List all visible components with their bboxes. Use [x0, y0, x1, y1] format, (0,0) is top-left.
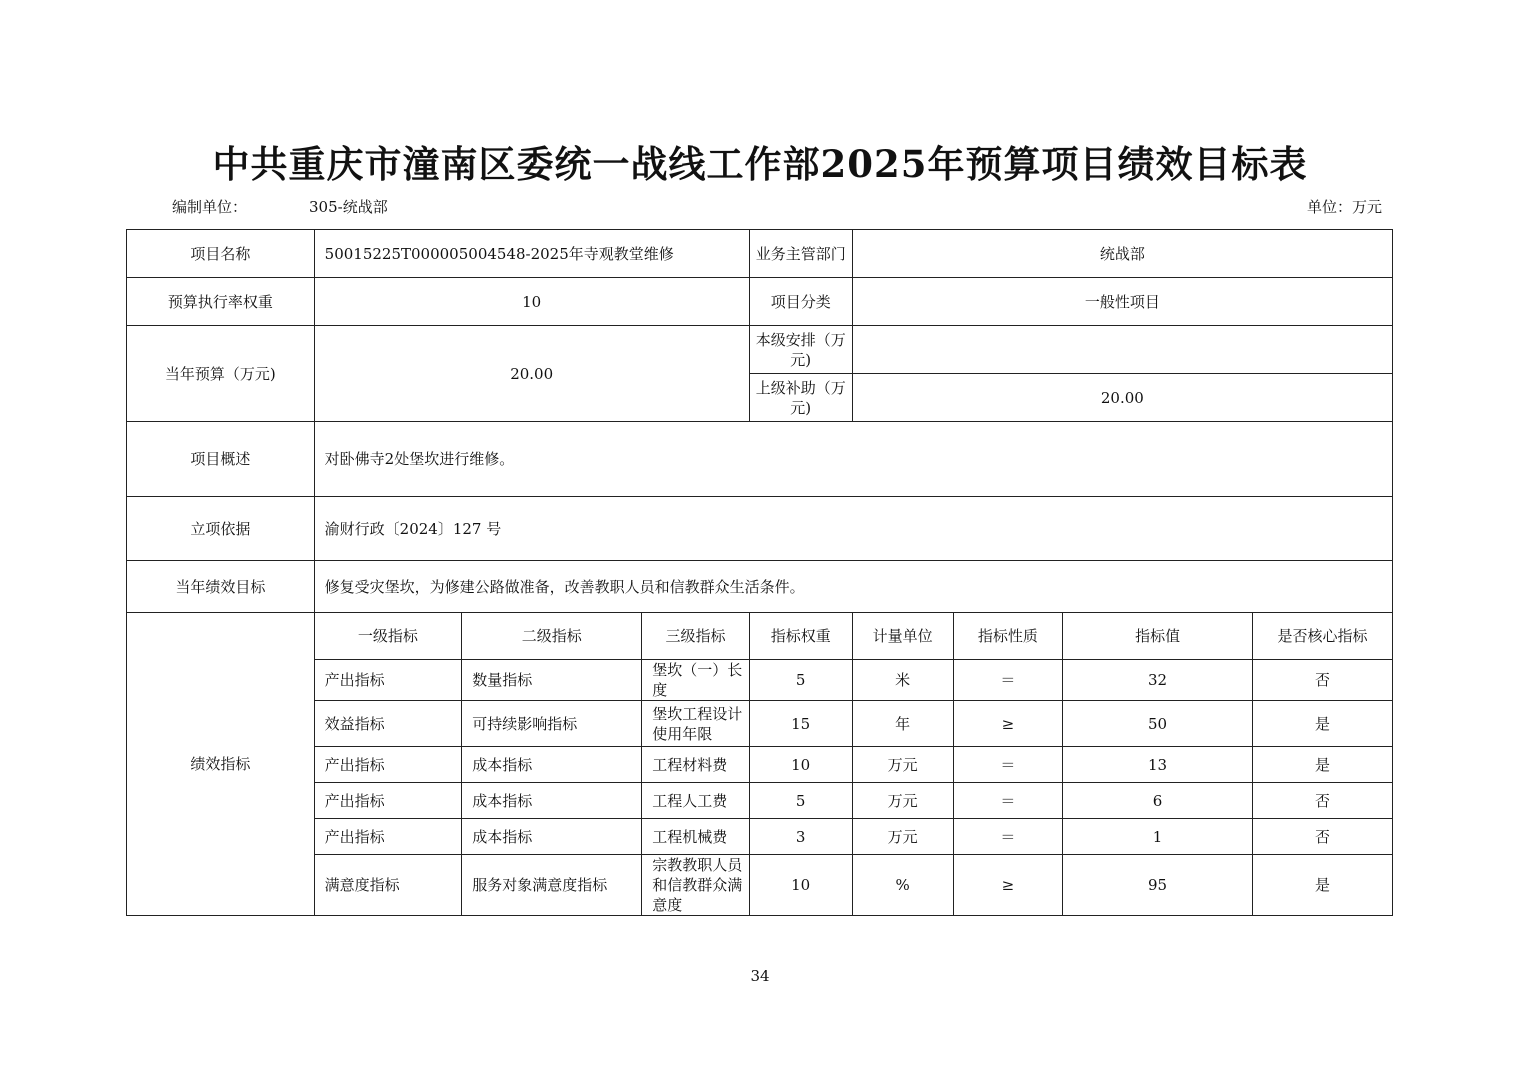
- row-goal: [127, 561, 1393, 613]
- compiling-unit-value: 305-统战部: [309, 198, 388, 216]
- category-label: 项目分类: [749, 278, 852, 326]
- nature-cell: ＝: [953, 660, 1063, 701]
- table-row: [127, 819, 1393, 855]
- nature-cell: ＝: [953, 783, 1063, 819]
- header-level2: 二级指标: [462, 613, 642, 660]
- core-cell: 是: [1252, 747, 1392, 783]
- table-row: [127, 701, 1393, 747]
- unit-cell: 万元: [852, 783, 953, 819]
- performance-table: [126, 229, 1393, 916]
- value-cell: 32: [1063, 660, 1253, 701]
- header-unit: 计量单位: [852, 613, 953, 660]
- level3-cell: 堡坎工程设计使用年限: [642, 701, 749, 747]
- dept-label: 业务主管部门: [749, 230, 852, 278]
- core-cell: 是: [1252, 855, 1392, 916]
- budget-label: 当年预算（万元): [127, 326, 315, 422]
- weight-cell: 10: [749, 747, 852, 783]
- unit-cell: 万元: [852, 747, 953, 783]
- value-cell: 95: [1063, 855, 1253, 916]
- unit-cell: 米: [852, 660, 953, 701]
- upper-label: 上级补助（万元): [749, 374, 852, 422]
- weight-cell: 5: [749, 660, 852, 701]
- weight-cell: 10: [749, 855, 852, 916]
- budget-value: 20.00: [314, 326, 749, 422]
- local-label: 本级安排（万元): [749, 326, 852, 374]
- weight-value: 10: [314, 278, 749, 326]
- nature-cell: ≥: [953, 855, 1063, 916]
- value-cell: 50: [1063, 701, 1253, 747]
- dept-value: 统战部: [852, 230, 1392, 278]
- level3-cell: 堡坎（一）长度: [642, 660, 749, 701]
- core-cell: 否: [1252, 783, 1392, 819]
- project-name-label: 项目名称: [127, 230, 315, 278]
- unit-cell: 年: [852, 701, 953, 747]
- level1-cell: 产出指标: [314, 747, 462, 783]
- header-level3: 三级指标: [642, 613, 749, 660]
- level2-cell: 可持续影响指标: [462, 701, 642, 747]
- row-basis: [127, 497, 1393, 561]
- local-value: [852, 326, 1392, 374]
- core-cell: 是: [1252, 701, 1392, 747]
- summary-label: 项目概述: [127, 422, 315, 497]
- level2-cell: 成本指标: [462, 819, 642, 855]
- core-cell: 否: [1252, 819, 1392, 855]
- nature-cell: ＝: [953, 819, 1063, 855]
- basis-label: 立项依据: [127, 497, 315, 561]
- weight-cell: 3: [749, 819, 852, 855]
- compiling-unit-label: 编制单位：: [172, 198, 248, 216]
- value-cell: 13: [1063, 747, 1253, 783]
- page-number: 34: [750, 967, 770, 985]
- weight-cell: 5: [749, 783, 852, 819]
- row-summary: [127, 422, 1393, 497]
- value-cell: 1: [1063, 819, 1253, 855]
- level1-cell: 满意度指标: [314, 855, 462, 916]
- category-value: 一般性项目: [852, 278, 1392, 326]
- level1-cell: 效益指标: [314, 701, 462, 747]
- goal-label: 当年绩效目标: [127, 561, 315, 613]
- level1-cell: 产出指标: [314, 660, 462, 701]
- header-nature: 指标性质: [953, 613, 1063, 660]
- header-level1: 一级指标: [314, 613, 462, 660]
- row-project-name: [127, 230, 1393, 278]
- unit-cell: %: [852, 855, 953, 916]
- nature-cell: ≥: [953, 701, 1063, 747]
- level2-cell: 成本指标: [462, 783, 642, 819]
- weight-label: 预算执行率权重: [127, 278, 315, 326]
- level2-cell: 成本指标: [462, 747, 642, 783]
- core-cell: 否: [1252, 660, 1392, 701]
- table-row: [127, 783, 1393, 819]
- project-name-value: 50015225T000005004548-2025年寺观教堂维修: [314, 230, 749, 278]
- table-row: [127, 747, 1393, 783]
- value-cell: 6: [1063, 783, 1253, 819]
- weight-cell: 15: [749, 701, 852, 747]
- level3-cell: 工程人工费: [642, 783, 749, 819]
- level2-cell: 服务对象满意度指标: [462, 855, 642, 916]
- level3-cell: 宗教教职人员和信教群众满意度: [642, 855, 749, 916]
- header-value: 指标值: [1063, 613, 1253, 660]
- page-title: 中共重庆市潼南区委统一战线工作部2025年预算项目绩效目标表: [212, 142, 1308, 186]
- goal-value: 修复受灾堡坎，为修建公路做准备，改善教职人员和信教群众生活条件。: [314, 561, 1392, 613]
- currency-unit: 单位：万元: [1306, 198, 1382, 216]
- unit-cell: 万元: [852, 819, 953, 855]
- row-weight: [127, 278, 1393, 326]
- row-budget: [127, 326, 1393, 374]
- level3-cell: 工程机械费: [642, 819, 749, 855]
- indicator-header-row: [127, 613, 1393, 660]
- level3-cell: 工程材料费: [642, 747, 749, 783]
- level1-cell: 产出指标: [314, 819, 462, 855]
- header-weight: 指标权重: [749, 613, 852, 660]
- upper-value: 20.00: [852, 374, 1392, 422]
- basis-value: 渝财行政〔2024〕127 号: [314, 497, 1392, 561]
- table-row: [127, 855, 1393, 916]
- indicators-label: 绩效指标: [127, 613, 315, 916]
- nature-cell: ＝: [953, 747, 1063, 783]
- level2-cell: 数量指标: [462, 660, 642, 701]
- summary-value: 对卧佛寺2处堡坎进行维修。: [314, 422, 1392, 497]
- table-row: [127, 660, 1393, 701]
- level1-cell: 产出指标: [314, 783, 462, 819]
- header-core: 是否核心指标: [1252, 613, 1392, 660]
